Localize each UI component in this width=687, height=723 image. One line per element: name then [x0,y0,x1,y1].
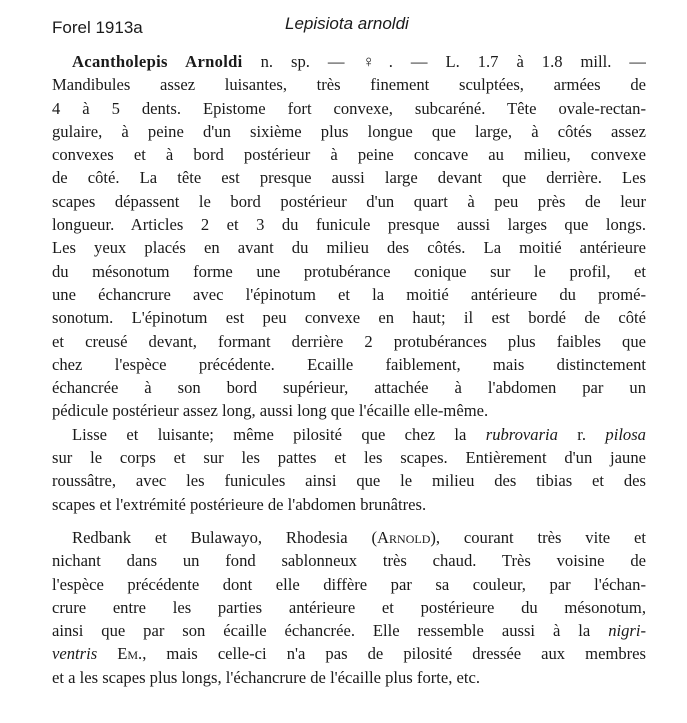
text-line [52,619,646,642]
text-line: roussâtre, avec les funicules ainsi que le milieu des tibias et des [52,471,646,491]
species-title: Lepisiota arnoldi [285,14,409,33]
paragraph-description [52,50,646,423]
text-span: r. [557,424,606,444]
taxon-name: Acantholepis Arnoldi [72,52,243,71]
text-line: sonotum. L'épinotum est peu convexe en haut; il est bordé de côté [52,308,646,328]
species-reference: nigri- [608,621,646,641]
text-line: scapes et l'extrémité postérieure de l'abdomen brunâtres. [52,494,427,514]
variety-reference: pilosa [605,424,646,444]
collector-name: Arnold [377,527,431,547]
reference-label: Forel 1913a [52,18,143,37]
text-span: Redbank et Bulawayo, Rhodesia ( [72,527,378,547]
text-line [52,526,646,549]
text-line: convexes et à bord postérieur à peine concave au milieu, convexe [52,145,646,165]
page-header [0,14,687,42]
text-line: Les yeux placés en avant du milieu des côtés. La moitié antérieure [52,238,646,258]
paragraph-gap [52,516,646,526]
species-reference: ventris [52,644,98,664]
text-line [52,423,646,446]
text-line: nichant dans un fond sablonneux très chaud. Très voisine de [52,551,646,571]
text-span: Lisse et luisante; même pilosité que chez la [72,424,486,444]
text-line: l'espèce précédente dont elle diffère par sa couleur, par l'échan- [52,574,646,594]
text-line: Mandibules assez luisantes, très finement sculptées, armées de [52,75,646,95]
text-line: sur le corps et sur les pattes et les scapes. Entièrement d'un jaune [52,448,646,468]
text-line: une échancrure avec l'épinotum et la moitié antérieure du promé- [52,284,646,304]
text-line: 4 à 5 dents. Epistome fort convexe, subcaréné. Tête ovale-rectan- [52,98,646,118]
text-line: du mésonotum forme une protubérance conique sur le profil, et [52,261,646,281]
text-line: pédicule postérieur assez long, aussi long que l'écaille elle-même. [52,401,489,421]
text-span: , mais celle-ci n'a pas de pilosité dressée aux membres [142,644,646,664]
text-span: ), courant très vite et [430,527,646,547]
text-line: et creusé devant, formant derrière 2 protubérances plus faibles que [52,331,646,351]
document-body [52,50,646,689]
author-abbrev: Em. [97,644,143,664]
text-line: scapes dépassent le bord postérieur d'un quart à peu près de leur [52,191,646,211]
text-line: de côté. La tête est presque aussi large devant que derrière. Les [52,168,646,188]
text-span: n. sp. — ♀. — L. 1.7 à 1.8 mill. — [242,52,646,71]
text-line: gulaire, à peine d'un sixième plus longue que large, à côtés assez [52,121,646,141]
text-line: chez l'espèce précédente. Ecaille faiblement, mais distinctement [52,354,646,374]
text-span: ainsi que par son écaille échancrée. Elle ressemble aussi à la [52,621,609,641]
text-line [52,642,646,665]
text-line: échancrée à son bord supérieur, attachée à l'abdomen par un [52,378,646,398]
paragraph-color [52,423,646,516]
text-line: longueur. Articles 2 et 3 du funicule presque aussi larges que longs. [52,215,646,235]
text-line [52,50,646,73]
text-line: et a les scapes plus longs, l'échancrure de l'écaille plus forte, etc. [52,667,481,687]
paragraph-locality [52,526,646,689]
text-line: crure entre les parties antérieure et postérieure du mésonotum, [52,597,646,617]
species-reference: rubrovaria [485,424,558,444]
